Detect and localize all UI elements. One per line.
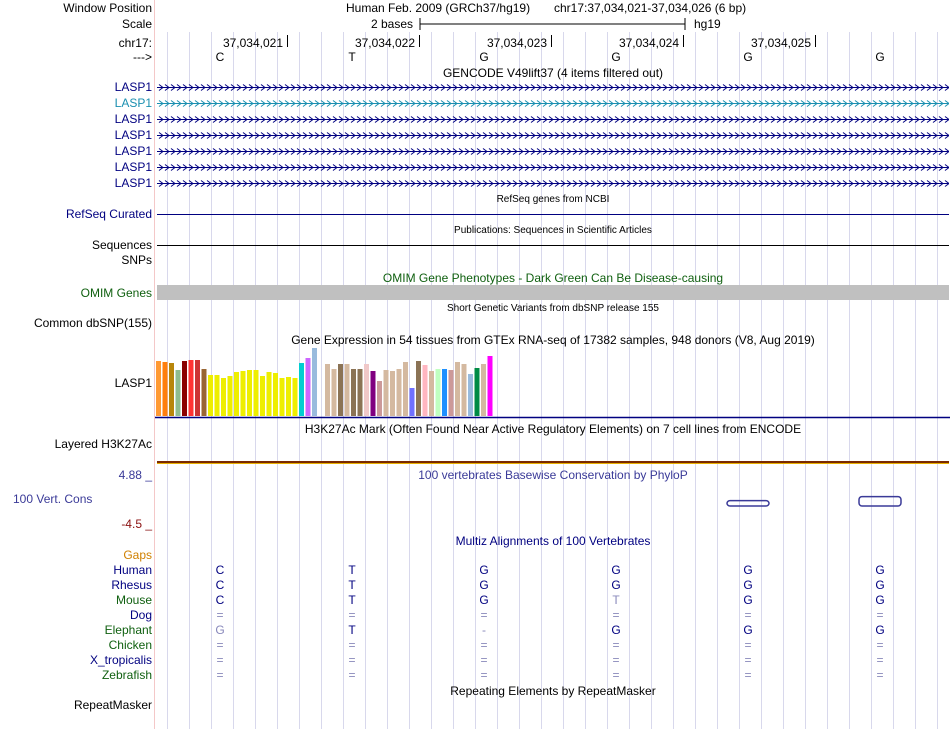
gtex-tissue-bar <box>338 364 343 416</box>
multiz-base: C <box>215 593 225 607</box>
multiz-base: G <box>743 623 753 637</box>
gtex-tissue-bar <box>234 372 239 416</box>
conservation-min-label: -4.5 _ <box>121 517 152 531</box>
multiz-species-label[interactable]: Zebrafish <box>101 668 152 682</box>
gtex-tissue-bar <box>351 369 356 416</box>
gtex-tissue-bar <box>273 373 278 416</box>
phylop-score-mark <box>727 501 769 506</box>
ruler-tick-mark <box>683 35 684 47</box>
gtex-tissue-bar <box>358 369 363 416</box>
transcript-strand-arrows <box>157 133 949 139</box>
snps-track-label[interactable]: SNPs <box>121 253 152 267</box>
multiz-species-label[interactable]: X_tropicalis <box>89 653 152 667</box>
multiz-base: = <box>348 608 356 622</box>
gencode-transcript-line[interactable] <box>157 83 949 92</box>
multiz-species-label[interactable]: Rhesus <box>111 578 152 592</box>
refseq-track-label[interactable]: RefSeq Curated <box>65 207 152 221</box>
gencode-transcript-label[interactable]: LASP1 <box>114 160 152 174</box>
multiz-species-label[interactable]: Mouse <box>115 593 152 607</box>
multiz-base: G <box>611 623 621 637</box>
gencode-transcript-line[interactable] <box>157 147 949 156</box>
gtex-tissue-bar <box>345 364 350 416</box>
gtex-tissue-bar <box>254 370 259 416</box>
sequence-base: G <box>611 50 621 64</box>
multiz-base: T <box>348 563 356 577</box>
gtex-tissue-bar <box>163 362 168 416</box>
gtex-tissue-bar <box>449 370 454 416</box>
multiz-base: G <box>875 593 885 607</box>
sequence-base: G <box>479 50 489 64</box>
ruler-tick-mark <box>815 35 816 47</box>
multiz-base: = <box>744 668 752 682</box>
multiz-base: = <box>612 668 620 682</box>
multiz-base: G <box>611 563 621 577</box>
gencode-transcript-label[interactable]: LASP1 <box>114 128 152 142</box>
multiz-base: C <box>215 563 225 577</box>
gencode-transcript-label[interactable]: LASP1 <box>114 80 152 94</box>
multiz-base: G <box>875 563 885 577</box>
gtex-tissue-bar <box>195 360 200 416</box>
gtex-tissue-bar <box>410 388 415 416</box>
multiz-base: = <box>216 608 224 622</box>
publications-track-title: Publications: Sequences in Scientific Articles <box>454 225 652 236</box>
multiz-base: G <box>215 623 225 637</box>
gtex-tissue-bar <box>286 377 291 416</box>
conservation-track-label[interactable]: 100 Vert. Cons <box>13 492 93 506</box>
transcript-strand-arrows <box>157 165 949 171</box>
gtex-track-title: Gene Expression in 54 tissues from GTEx RNA-seq of 17382 samples, 948 donors (V8, Aug 2019) <box>291 333 815 347</box>
conservation-track-title: 100 vertebrates Basewise Conservation by PhyloP <box>418 468 688 482</box>
gtex-tissue-bar <box>280 378 285 416</box>
multiz-base: = <box>480 668 488 682</box>
gtex-track-label[interactable]: LASP1 <box>114 376 152 390</box>
ruler-tick-label: 37,034,021 <box>222 36 283 50</box>
sequence-base: T <box>348 50 356 64</box>
gtex-tissue-bar <box>267 372 272 416</box>
gtex-tissue-bar <box>390 371 395 416</box>
gtex-tissue-bar <box>202 369 207 416</box>
assembly-name: Human Feb. 2009 (GRCh37/hg19) <box>346 1 531 15</box>
gtex-tissue-bar <box>475 368 480 416</box>
multiz-base: = <box>876 668 884 682</box>
multiz-species-label[interactable]: Elephant <box>104 623 152 637</box>
multiz-base: T <box>348 623 356 637</box>
multiz-base: = <box>876 638 884 652</box>
multiz-base: = <box>216 668 224 682</box>
multiz-base: G <box>611 578 621 592</box>
omim-track-title: OMIM Gene Phenotypes - Dark Green Can Be Disease-causing <box>382 271 724 285</box>
multiz-species-label[interactable]: Dog <box>129 608 152 622</box>
multiz-base: = <box>744 638 752 652</box>
gtex-tissue-bar <box>397 369 402 416</box>
omim-gene-bar[interactable] <box>157 285 949 300</box>
transcript-strand-arrows <box>157 149 949 155</box>
multiz-base: T <box>348 578 356 592</box>
gtex-tissue-bar <box>442 369 447 416</box>
multiz-base: = <box>480 638 488 652</box>
multiz-base: = <box>216 638 224 652</box>
scale-db: hg19 <box>694 17 721 31</box>
gencode-transcript-label[interactable]: LASP1 <box>114 176 152 190</box>
ruler-chrom-label: chr17: <box>118 36 152 50</box>
gtex-tissue-bar <box>260 376 265 416</box>
multiz-base: G <box>743 563 753 577</box>
publications-line[interactable] <box>157 245 949 246</box>
gencode-transcript-line[interactable] <box>157 163 949 172</box>
ruler-tick-mark <box>287 35 288 47</box>
publications-track-label[interactable]: Sequences <box>91 238 152 252</box>
window-position-label: Window Position <box>63 1 152 15</box>
multiz-base: = <box>612 608 620 622</box>
gtex-tissue-bar <box>299 363 304 416</box>
multiz-base: = <box>348 653 356 667</box>
transcript-strand-arrows <box>157 117 949 123</box>
omim-track-label[interactable]: OMIM Genes <box>80 286 152 300</box>
gtex-tissue-bar <box>156 361 161 416</box>
multiz-base: = <box>348 638 356 652</box>
gtex-tissue-bar <box>241 371 246 416</box>
gtex-tissue-bar <box>182 361 187 416</box>
scale-bar <box>419 16 687 32</box>
gtex-tissue-bar <box>416 361 421 416</box>
repeatmasker-track-label[interactable]: RepeatMasker <box>73 698 152 712</box>
h3k27ac-track-label[interactable]: Layered H3K27Ac <box>54 437 152 451</box>
gtex-tissue-bar <box>403 362 408 416</box>
ruler-tick-label: 37,034,022 <box>354 36 415 50</box>
position-coords: chr17:37,034,021-37,034,026 (6 bp) <box>554 1 747 15</box>
multiz-base: = <box>480 608 488 622</box>
gtex-tissue-bar <box>215 375 220 416</box>
conservation-max-label: 4.88 _ <box>118 468 152 482</box>
gencode-transcript-line[interactable] <box>157 131 949 140</box>
gtex-tissue-bar <box>423 365 428 416</box>
ruler-tick-mark <box>551 35 552 47</box>
phylop-score-mark <box>859 497 901 506</box>
gtex-tissue-bar <box>488 356 493 416</box>
multiz-base: G <box>743 578 753 592</box>
gtex-tissue-bar <box>371 371 376 416</box>
repeatmasker-track-title: Repeating Elements by RepeatMasker <box>450 684 656 698</box>
gtex-tissue-bar <box>208 375 213 416</box>
sequence-base: G <box>743 50 753 64</box>
gaps-label: Gaps <box>123 548 152 562</box>
ruler-tick-mark <box>419 35 420 47</box>
gtex-tissue-bar <box>293 378 298 416</box>
refseq-track-title: RefSeq genes from NCBI <box>496 194 610 205</box>
multiz-base: = <box>612 638 620 652</box>
multiz-base: G <box>743 593 753 607</box>
multiz-base: = <box>876 608 884 622</box>
strand-label: ---> <box>133 50 152 64</box>
ruler-tick-label: 37,034,025 <box>750 36 811 50</box>
scale-label: Scale <box>121 17 152 31</box>
multiz-base: T <box>348 593 356 607</box>
gtex-tissue-bar <box>312 348 317 416</box>
multiz-base: = <box>744 653 752 667</box>
gtex-tissue-bar <box>429 371 434 416</box>
multiz-base: = <box>744 608 752 622</box>
multiz-track-title: Multiz Alignments of 100 Vertebrates <box>455 534 651 548</box>
multiz-base: T <box>612 593 620 607</box>
multiz-species-label[interactable]: Chicken <box>108 638 152 652</box>
gencode-transcript-line[interactable] <box>157 179 949 188</box>
multiz-base: - <box>482 623 486 637</box>
multiz-base: G <box>875 578 885 592</box>
multiz-base: G <box>875 623 885 637</box>
gtex-tissue-bar <box>332 369 337 416</box>
refseq-gene-line[interactable] <box>157 214 949 215</box>
gtex-tissue-bar <box>384 370 389 416</box>
gtex-tissue-bar <box>455 362 460 416</box>
gencode-transcript-line[interactable] <box>157 115 949 124</box>
sequence-base: C <box>215 50 225 64</box>
h3k27ac-signal-layer <box>157 463 949 464</box>
gtex-tissue-bar <box>189 360 194 416</box>
multiz-base: = <box>480 653 488 667</box>
multiz-base: = <box>348 668 356 682</box>
gtex-tissue-bar <box>221 378 226 416</box>
gtex-expression-chart[interactable] <box>155 345 950 420</box>
multiz-base: = <box>216 653 224 667</box>
multiz-base: G <box>479 593 489 607</box>
gtex-tissue-bar <box>247 370 252 416</box>
multiz-base: C <box>215 578 225 592</box>
gtex-tissue-bar <box>364 364 369 416</box>
ruler-tick-label: 37,034,023 <box>486 36 547 50</box>
gtex-tissue-bar <box>436 369 441 416</box>
multiz-base: = <box>876 653 884 667</box>
multiz-base: G <box>479 578 489 592</box>
transcript-strand-arrows <box>157 85 949 91</box>
transcript-strand-arrows <box>157 101 949 107</box>
gencode-transcript-label[interactable]: LASP1 <box>114 112 152 126</box>
transcript-strand-arrows <box>157 181 949 187</box>
phylop-conservation-plot[interactable] <box>155 475 950 527</box>
gtex-tissue-bar <box>306 358 311 416</box>
gtex-tissue-bar <box>169 363 174 416</box>
scale-bar-text: 2 bases <box>371 17 414 31</box>
multiz-species-label[interactable]: Human <box>113 563 152 577</box>
gtex-tissue-bar <box>462 364 467 416</box>
gencode-track-title: GENCODE V49lift37 (4 items filtered out) <box>442 66 664 80</box>
ruler-tick-label: 37,034,024 <box>618 36 679 50</box>
sequence-base: G <box>875 50 885 64</box>
dbsnp-track-title: Short Genetic Variants from dbSNP release 155 <box>447 303 659 314</box>
gtex-tissue-bar <box>228 376 233 416</box>
multiz-base: = <box>612 653 620 667</box>
gencode-transcript-label[interactable]: LASP1 <box>114 96 152 110</box>
multiz-base: G <box>479 563 489 577</box>
gtex-tissue-bar <box>481 364 486 416</box>
gencode-transcript-label[interactable]: LASP1 <box>114 144 152 158</box>
gtex-tissue-bar <box>468 374 473 416</box>
gtex-tissue-bar <box>325 364 330 416</box>
gtex-tissue-bar <box>176 370 181 416</box>
gtex-tissue-bar <box>377 381 382 416</box>
h3k27ac-track-title: H3K27Ac Mark (Often Found Near Active Regulatory Elements) on 7 cell lines from ENCODE <box>304 422 802 436</box>
gencode-transcript-line[interactable] <box>157 99 949 108</box>
dbsnp-track-label[interactable]: Common dbSNP(155) <box>33 316 152 330</box>
